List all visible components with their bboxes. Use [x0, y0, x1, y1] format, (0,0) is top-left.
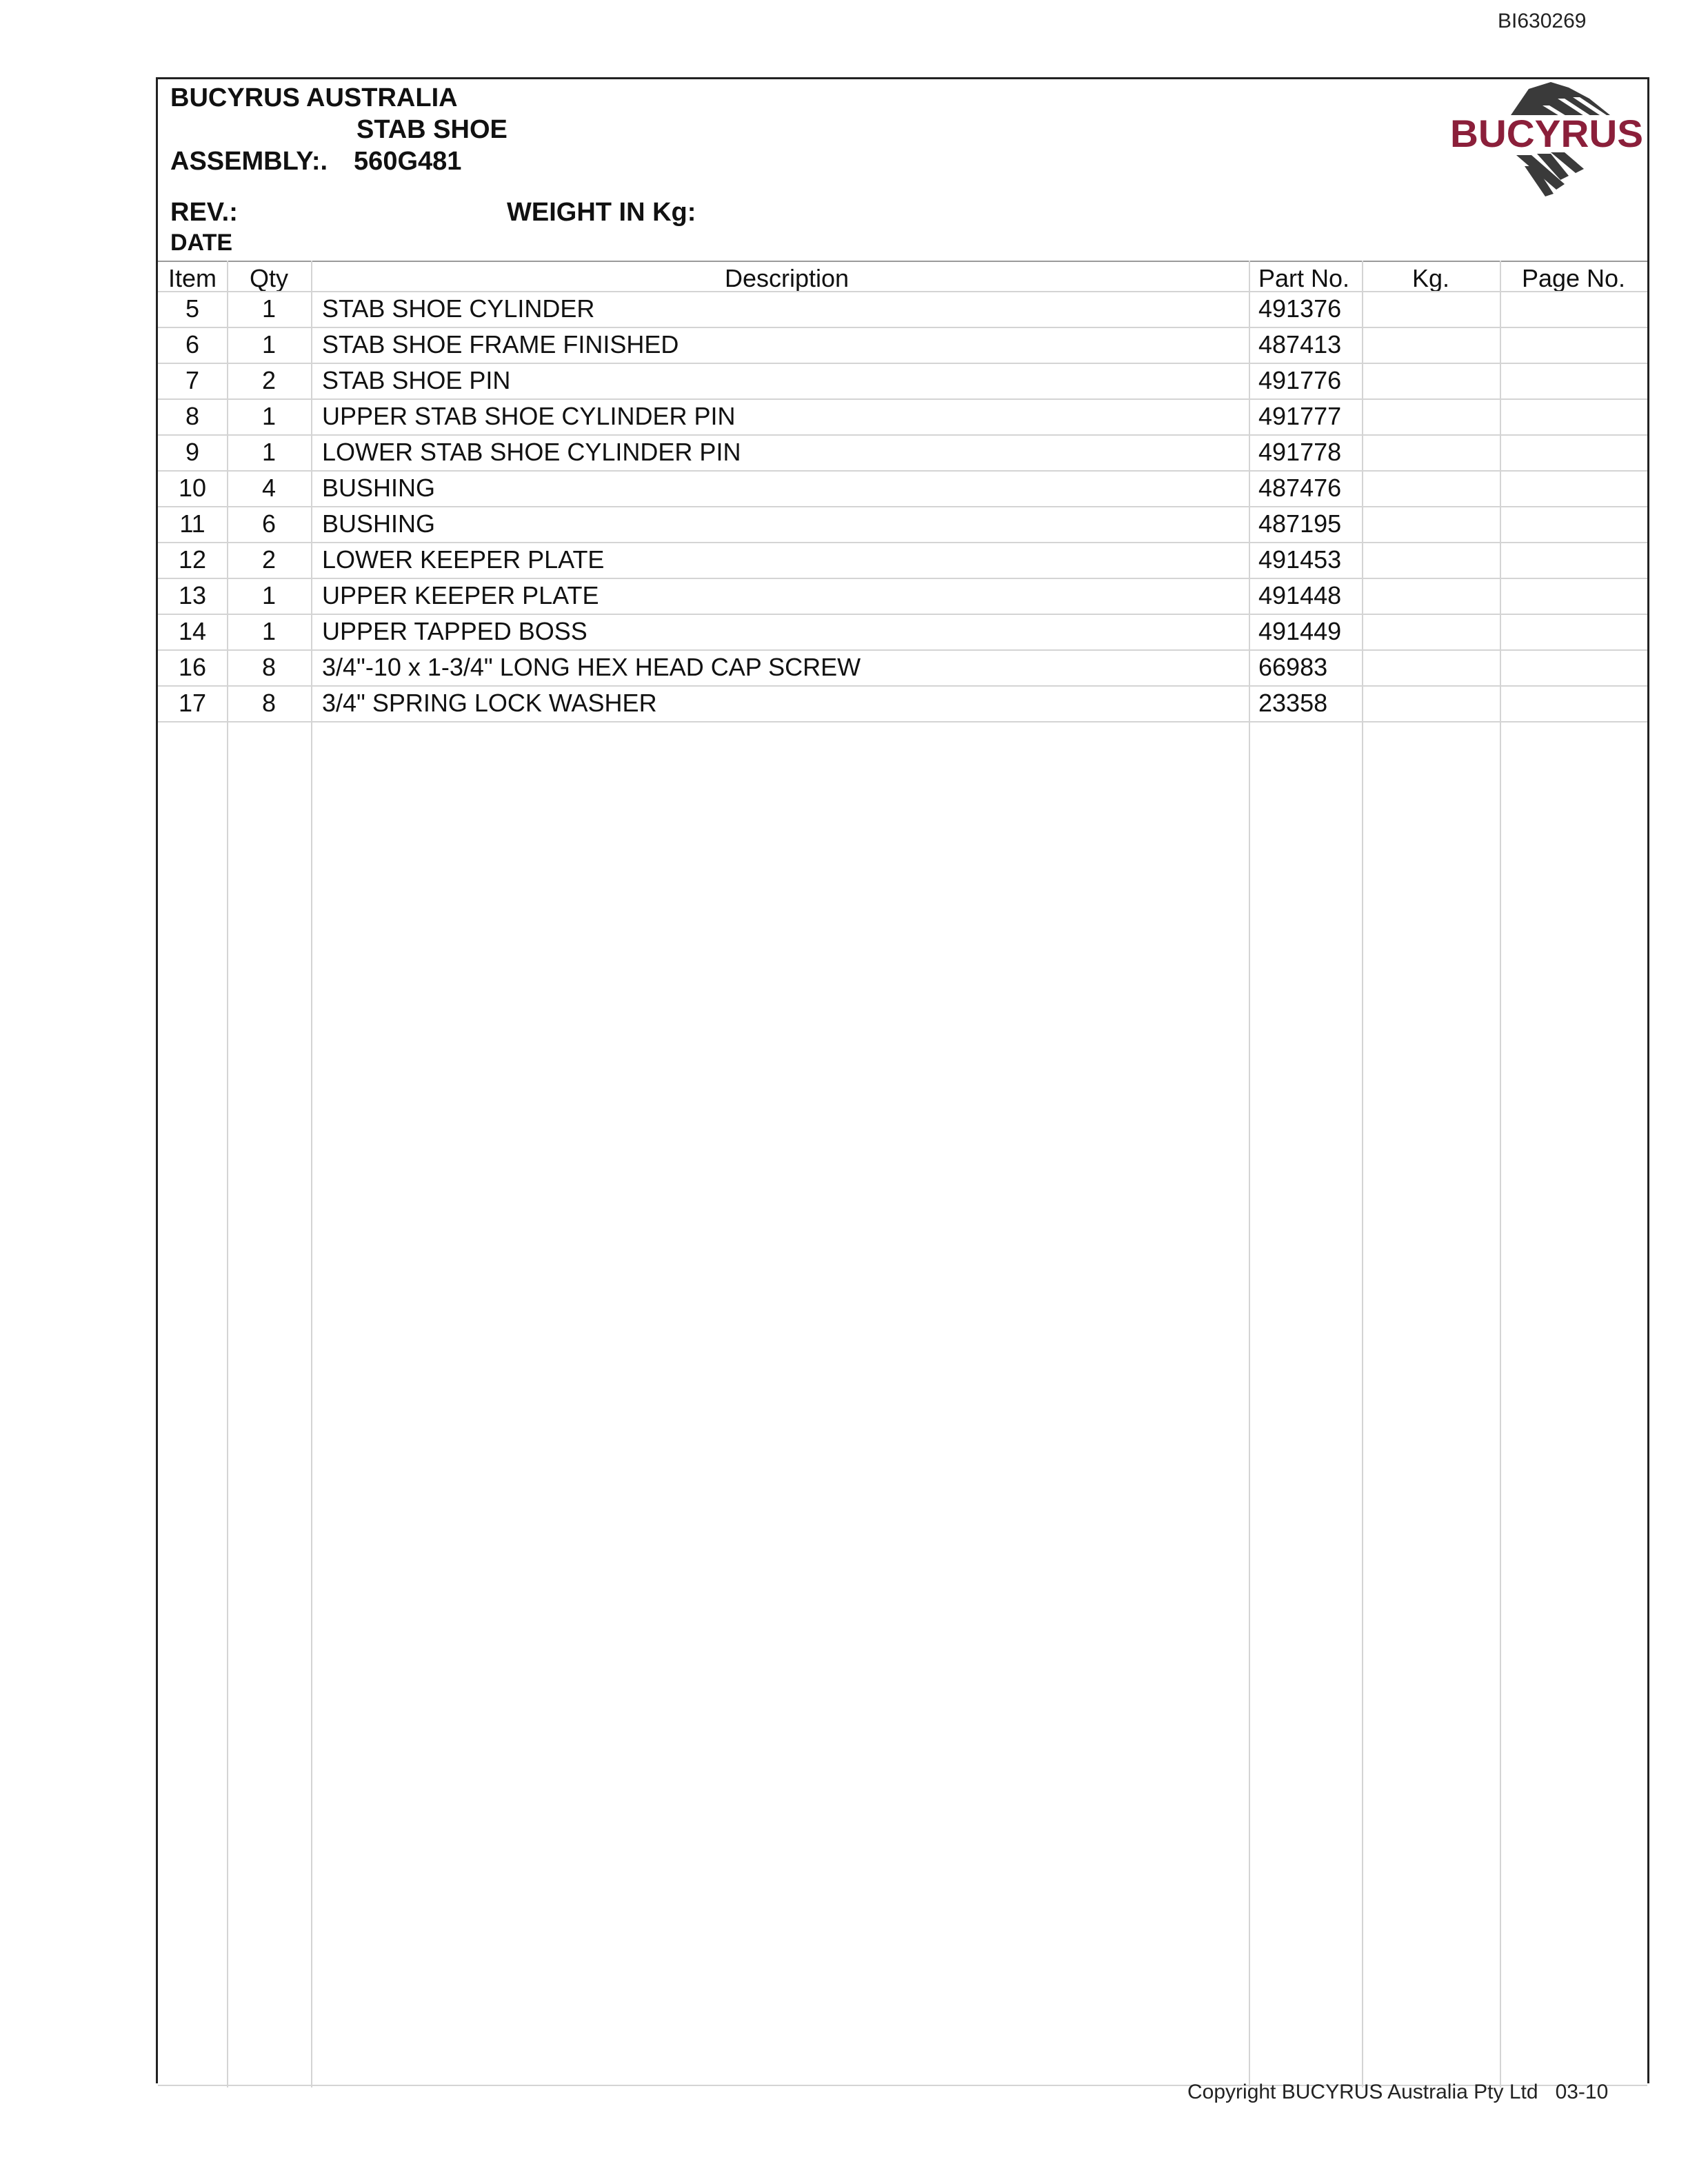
parts-table — [158, 261, 1647, 2087]
kg-cell — [1362, 506, 1500, 542]
row-rule — [158, 721, 1647, 722]
table-row — [158, 649, 1647, 685]
item-cell: 16 — [178, 653, 207, 681]
kg-cell — [1362, 578, 1500, 614]
page-no-cell — [1500, 578, 1636, 614]
column-header-qty: Qty — [249, 264, 288, 292]
description-cell: 3/4"-10 x 1-3/4" LONG HEX HEAD CAP SCREW — [322, 653, 861, 681]
qty-cell: 6 — [261, 509, 277, 538]
qty-cell: 1 — [261, 617, 277, 645]
table-row — [158, 542, 1647, 578]
column-header-part-no: Part No. — [1258, 264, 1350, 292]
page-no-cell — [1500, 434, 1636, 470]
part-no-cell: 491777 — [1258, 402, 1342, 430]
table-row — [158, 291, 1647, 327]
part-no-cell: 491453 — [1258, 545, 1342, 574]
qty-cell: 4 — [261, 474, 277, 502]
weight-label: WEIGHT IN Kg: — [507, 198, 696, 227]
column-header-item: Item — [168, 264, 217, 292]
kg-cell — [1362, 470, 1500, 506]
part-no-cell: 491448 — [1258, 581, 1342, 609]
company-name: BUCYRUS AUSTRALIA — [170, 83, 458, 112]
item-cell: 12 — [178, 545, 207, 574]
description-cell: UPPER TAPPED BOSS — [322, 617, 587, 645]
table-row — [158, 506, 1647, 542]
description-cell: STAB SHOE FRAME FINISHED — [322, 330, 679, 358]
footer-code: 03-10 — [1555, 2081, 1609, 2103]
qty-cell: 1 — [261, 330, 277, 358]
kg-cell — [1362, 327, 1500, 363]
page-no-cell — [1500, 398, 1636, 434]
item-cell: 7 — [185, 366, 200, 394]
column-header-kg: Kg. — [1411, 264, 1450, 292]
part-no-cell: 487476 — [1258, 474, 1342, 502]
item-cell: 8 — [185, 402, 200, 430]
column-header-page-no: Page No. — [1521, 264, 1626, 292]
page-no-cell — [1500, 649, 1636, 685]
page-no-cell — [1500, 685, 1636, 721]
part-no-cell: 487413 — [1258, 330, 1342, 358]
item-cell: 11 — [179, 509, 205, 538]
qty-cell: 2 — [261, 545, 277, 574]
page-no-cell — [1500, 291, 1636, 327]
qty-cell: 8 — [261, 689, 277, 717]
page-no-cell — [1500, 614, 1636, 649]
copyright-footer — [1187, 2081, 1608, 2104]
logo-wordmark: BUCYRUS — [1450, 112, 1643, 155]
item-cell: 14 — [178, 617, 207, 645]
description-cell: BUSHING — [322, 509, 436, 538]
rev-label: REV.: — [170, 198, 238, 227]
kg-cell — [1362, 291, 1500, 327]
description-cell: STAB SHOE PIN — [322, 366, 511, 394]
item-cell: 9 — [185, 438, 200, 466]
description-cell: LOWER STAB SHOE CYLINDER PIN — [322, 438, 741, 466]
kg-cell — [1362, 649, 1500, 685]
table-row — [158, 327, 1647, 363]
page-no-cell — [1500, 542, 1636, 578]
kg-cell — [1362, 542, 1500, 578]
qty-cell: 1 — [261, 294, 277, 323]
part-no-cell: 491449 — [1258, 617, 1342, 645]
table-row — [158, 614, 1647, 649]
kg-cell — [1362, 363, 1500, 398]
qty-cell: 1 — [261, 402, 277, 430]
qty-cell: 1 — [261, 438, 277, 466]
part-no-cell: 487195 — [1258, 509, 1342, 538]
part-no-cell: 491778 — [1258, 438, 1342, 466]
kg-cell — [1362, 685, 1500, 721]
table-row — [158, 578, 1647, 614]
part-no-cell: 23358 — [1258, 689, 1328, 717]
assembly-title: STAB SHOE — [356, 115, 508, 144]
assembly-line — [170, 147, 461, 176]
description-cell: 3/4" SPRING LOCK WASHER — [322, 689, 657, 717]
bucyrus-logo — [1447, 81, 1647, 205]
table-row — [158, 470, 1647, 506]
part-no-cell: 491776 — [1258, 366, 1342, 394]
item-cell: 6 — [185, 330, 200, 358]
qty-cell: 8 — [261, 653, 277, 681]
qty-cell: 1 — [261, 581, 277, 609]
item-cell: 5 — [185, 294, 200, 323]
parts-list-frame — [156, 77, 1649, 2083]
page-no-cell — [1500, 470, 1636, 506]
description-cell: LOWER KEEPER PLATE — [322, 545, 605, 574]
description-cell: STAB SHOE CYLINDER — [322, 294, 595, 323]
page-no-cell — [1500, 327, 1636, 363]
item-cell: 13 — [178, 581, 207, 609]
assembly-number: 560G481 — [354, 147, 462, 176]
part-no-cell: 491376 — [1258, 294, 1342, 323]
page-no-cell — [1500, 363, 1636, 398]
assembly-label: ASSEMBLY:. — [170, 147, 328, 176]
table-row — [158, 363, 1647, 398]
description-cell: UPPER STAB SHOE CYLINDER PIN — [322, 402, 736, 430]
document-id: BI630269 — [1498, 10, 1587, 32]
description-cell: BUSHING — [322, 474, 436, 502]
item-cell: 10 — [178, 474, 207, 502]
page-no-cell — [1500, 506, 1636, 542]
kg-cell — [1362, 614, 1500, 649]
copyright-text: Copyright BUCYRUS Australia Pty Ltd — [1187, 2081, 1538, 2103]
kg-cell — [1362, 398, 1500, 434]
kg-cell — [1362, 434, 1500, 470]
item-cell: 17 — [178, 689, 207, 717]
table-row — [158, 398, 1647, 434]
qty-cell: 2 — [261, 366, 277, 394]
table-row — [158, 434, 1647, 470]
part-no-cell: 66983 — [1258, 653, 1328, 681]
description-cell: UPPER KEEPER PLATE — [322, 581, 599, 609]
date-label: DATE — [170, 230, 233, 256]
column-header-description: Description — [724, 264, 850, 292]
table-row — [158, 685, 1647, 721]
